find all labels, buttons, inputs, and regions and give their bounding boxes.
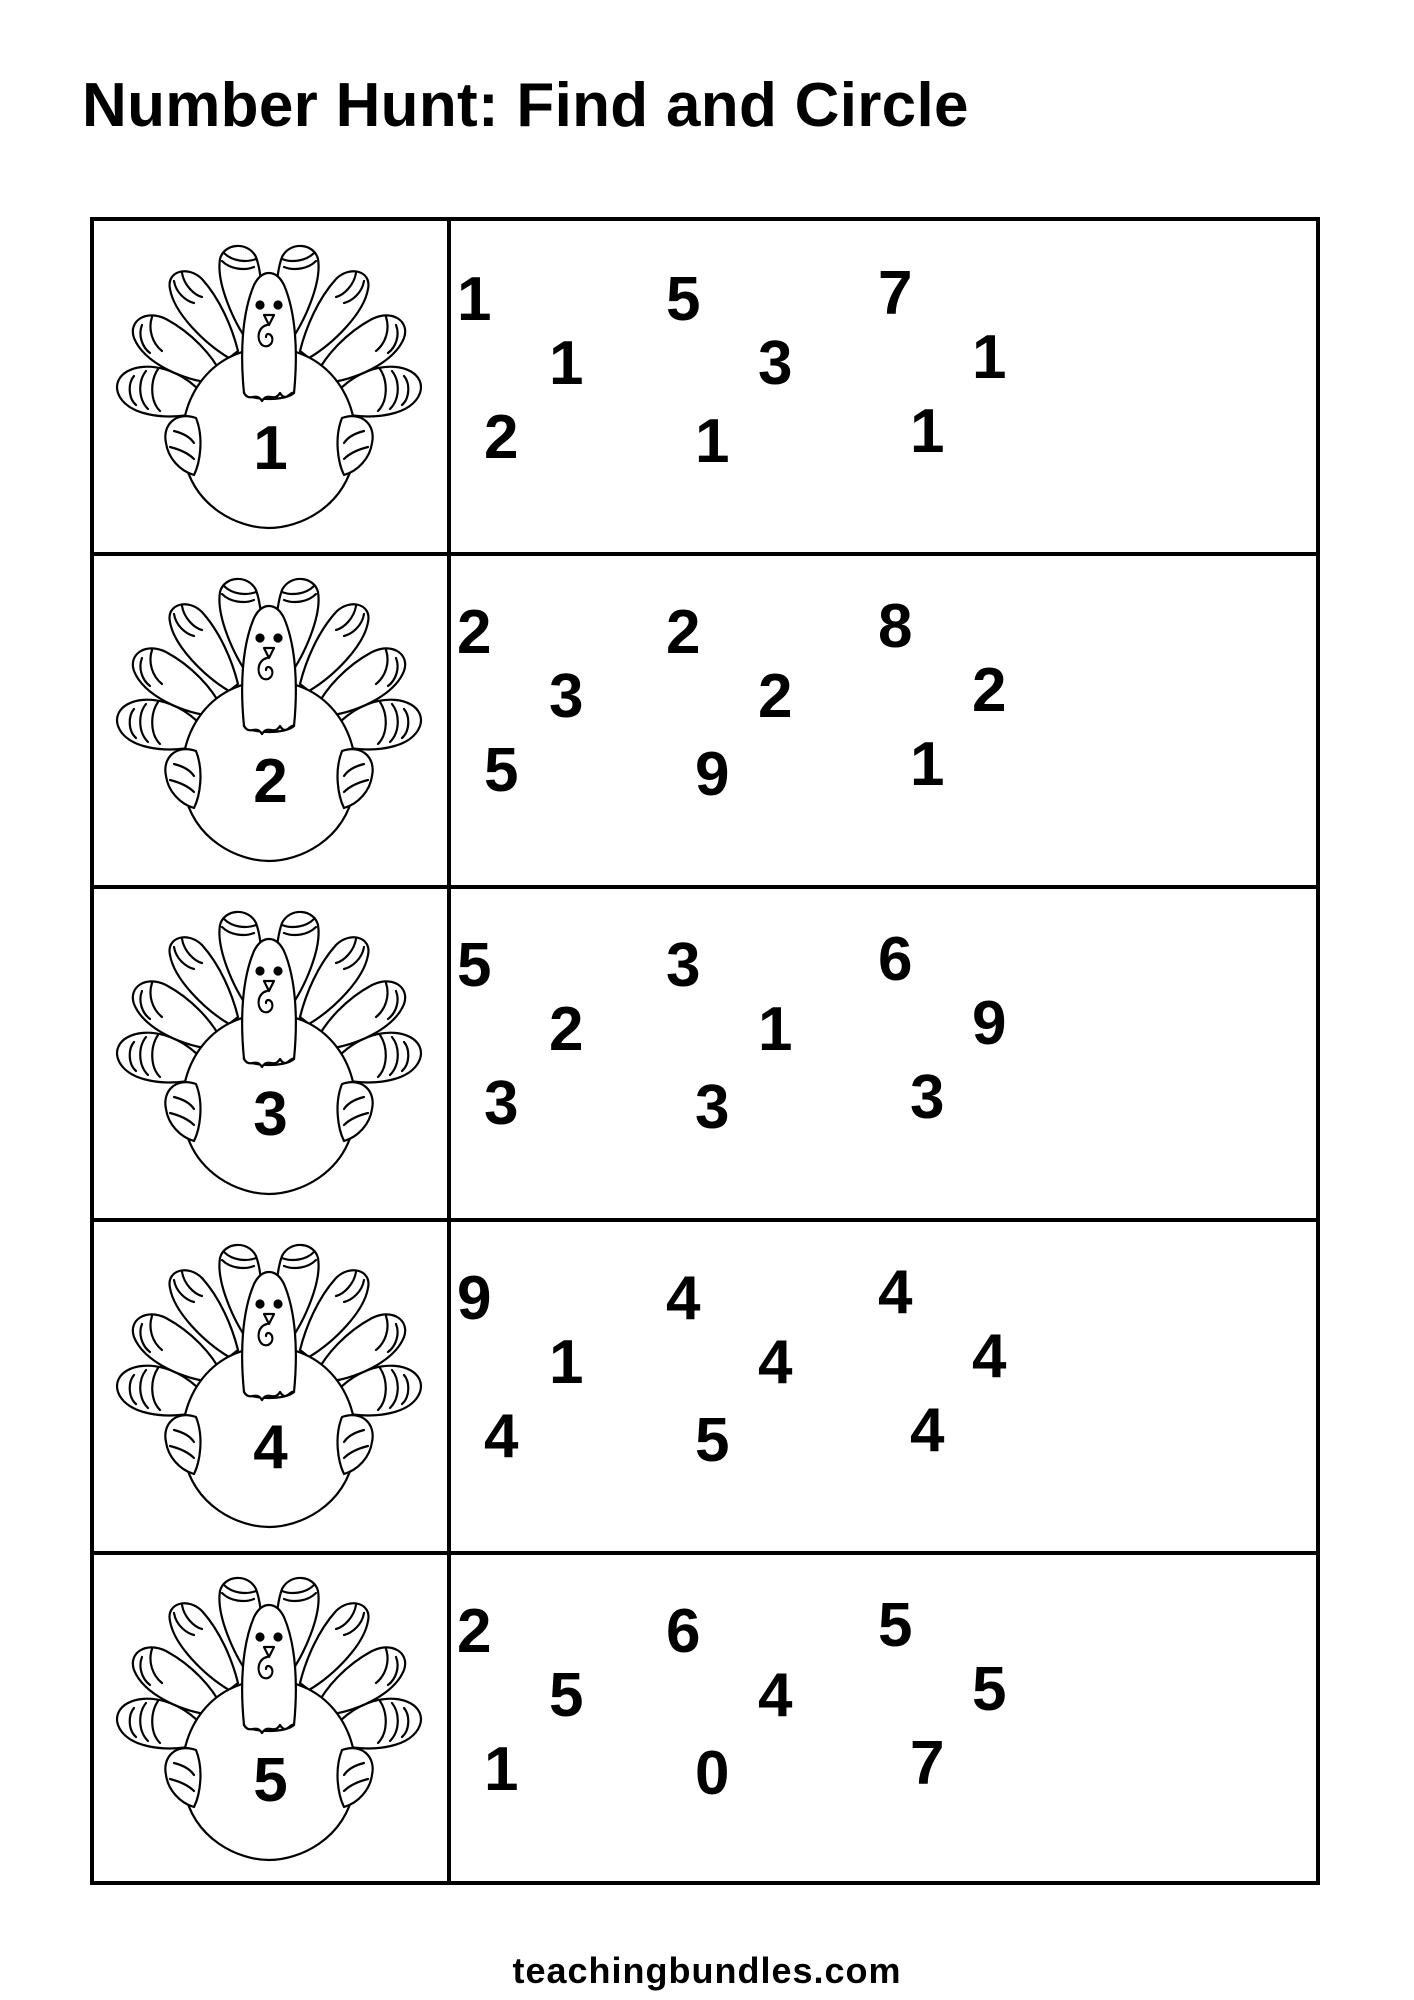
turkey-cell	[94, 221, 447, 554]
hunt-number[interactable]: 9	[457, 1264, 492, 1333]
hunt-number[interactable]: 5	[972, 1655, 1007, 1724]
hunt-number[interactable]: 1	[972, 323, 1007, 392]
hunt-number[interactable]: 6	[666, 1597, 701, 1666]
hunt-number[interactable]: 2	[457, 598, 492, 667]
number-hunt-grid	[90, 217, 1320, 1885]
hunt-number[interactable]: 9	[972, 989, 1007, 1058]
hunt-number[interactable]: 2	[758, 662, 793, 731]
hunt-number[interactable]: 3	[910, 1063, 945, 1132]
hunt-number[interactable]: 3	[666, 931, 701, 1000]
turkey-cell	[94, 554, 447, 887]
hunt-number[interactable]: 4	[878, 1258, 913, 1327]
hunt-row	[94, 554, 1316, 887]
hunt-number[interactable]: 4	[666, 1264, 701, 1333]
target-number: 4	[253, 1413, 288, 1482]
hunt-number[interactable]: 2	[457, 1597, 492, 1666]
hunt-number[interactable]: 4	[758, 1328, 793, 1397]
hunt-number[interactable]: 1	[910, 397, 945, 466]
hunt-number[interactable]: 5	[878, 1591, 913, 1660]
target-number: 2	[253, 747, 288, 816]
turkey-icon	[104, 576, 434, 876]
hunt-number[interactable]: 1	[549, 1328, 584, 1397]
hunt-number[interactable]: 3	[695, 1073, 730, 1142]
hunt-number[interactable]: 1	[549, 329, 584, 398]
turkey-icon	[104, 1242, 434, 1542]
turkey-icon	[104, 1575, 434, 1875]
hunt-number[interactable]: 1	[910, 730, 945, 799]
turkey-icon	[104, 909, 434, 1209]
hunt-row	[94, 887, 1316, 1220]
hunt-number[interactable]: 2	[549, 995, 584, 1064]
hunt-row	[94, 1553, 1316, 1886]
target-number: 5	[253, 1746, 288, 1815]
turkey-cell	[94, 887, 447, 1220]
hunt-number[interactable]: 2	[972, 656, 1007, 725]
hunt-number[interactable]: 4	[758, 1661, 793, 1730]
hunt-number[interactable]: 2	[484, 403, 519, 472]
turkey-cell	[94, 1553, 447, 1886]
turkey-icon	[104, 243, 434, 543]
hunt-number[interactable]: 1	[758, 995, 793, 1064]
footer-website: teachingbundles.com	[512, 1950, 902, 1991]
hunt-number[interactable]: 7	[878, 259, 913, 328]
target-number: 3	[253, 1080, 288, 1149]
hunt-number[interactable]: 5	[457, 931, 492, 1000]
hunt-number[interactable]: 1	[457, 265, 492, 334]
target-number: 1	[253, 414, 288, 483]
hunt-number[interactable]: 7	[910, 1729, 945, 1798]
hunt-number[interactable]: 5	[549, 1661, 584, 1730]
hunt-number[interactable]: 5	[695, 1406, 730, 1475]
hunt-number[interactable]: 5	[484, 736, 519, 805]
hunt-number[interactable]: 4	[972, 1322, 1007, 1391]
page-title: Number Hunt: Find and Circle	[82, 71, 969, 140]
hunt-number[interactable]: 1	[695, 407, 730, 476]
hunt-number[interactable]: 4	[484, 1402, 519, 1471]
hunt-number[interactable]: 3	[758, 329, 793, 398]
hunt-number[interactable]: 4	[910, 1396, 945, 1465]
turkey-cell	[94, 1220, 447, 1553]
hunt-number[interactable]: 8	[878, 592, 913, 661]
hunt-number[interactable]: 5	[666, 265, 701, 334]
hunt-number[interactable]: 9	[695, 740, 730, 809]
hunt-number[interactable]: 3	[484, 1069, 519, 1138]
hunt-number[interactable]: 0	[695, 1739, 730, 1808]
hunt-number[interactable]: 2	[666, 598, 701, 667]
hunt-number[interactable]: 6	[878, 925, 913, 994]
hunt-number[interactable]: 3	[549, 662, 584, 731]
hunt-row	[94, 221, 1316, 554]
hunt-row	[94, 1220, 1316, 1553]
hunt-number[interactable]: 1	[484, 1735, 519, 1804]
